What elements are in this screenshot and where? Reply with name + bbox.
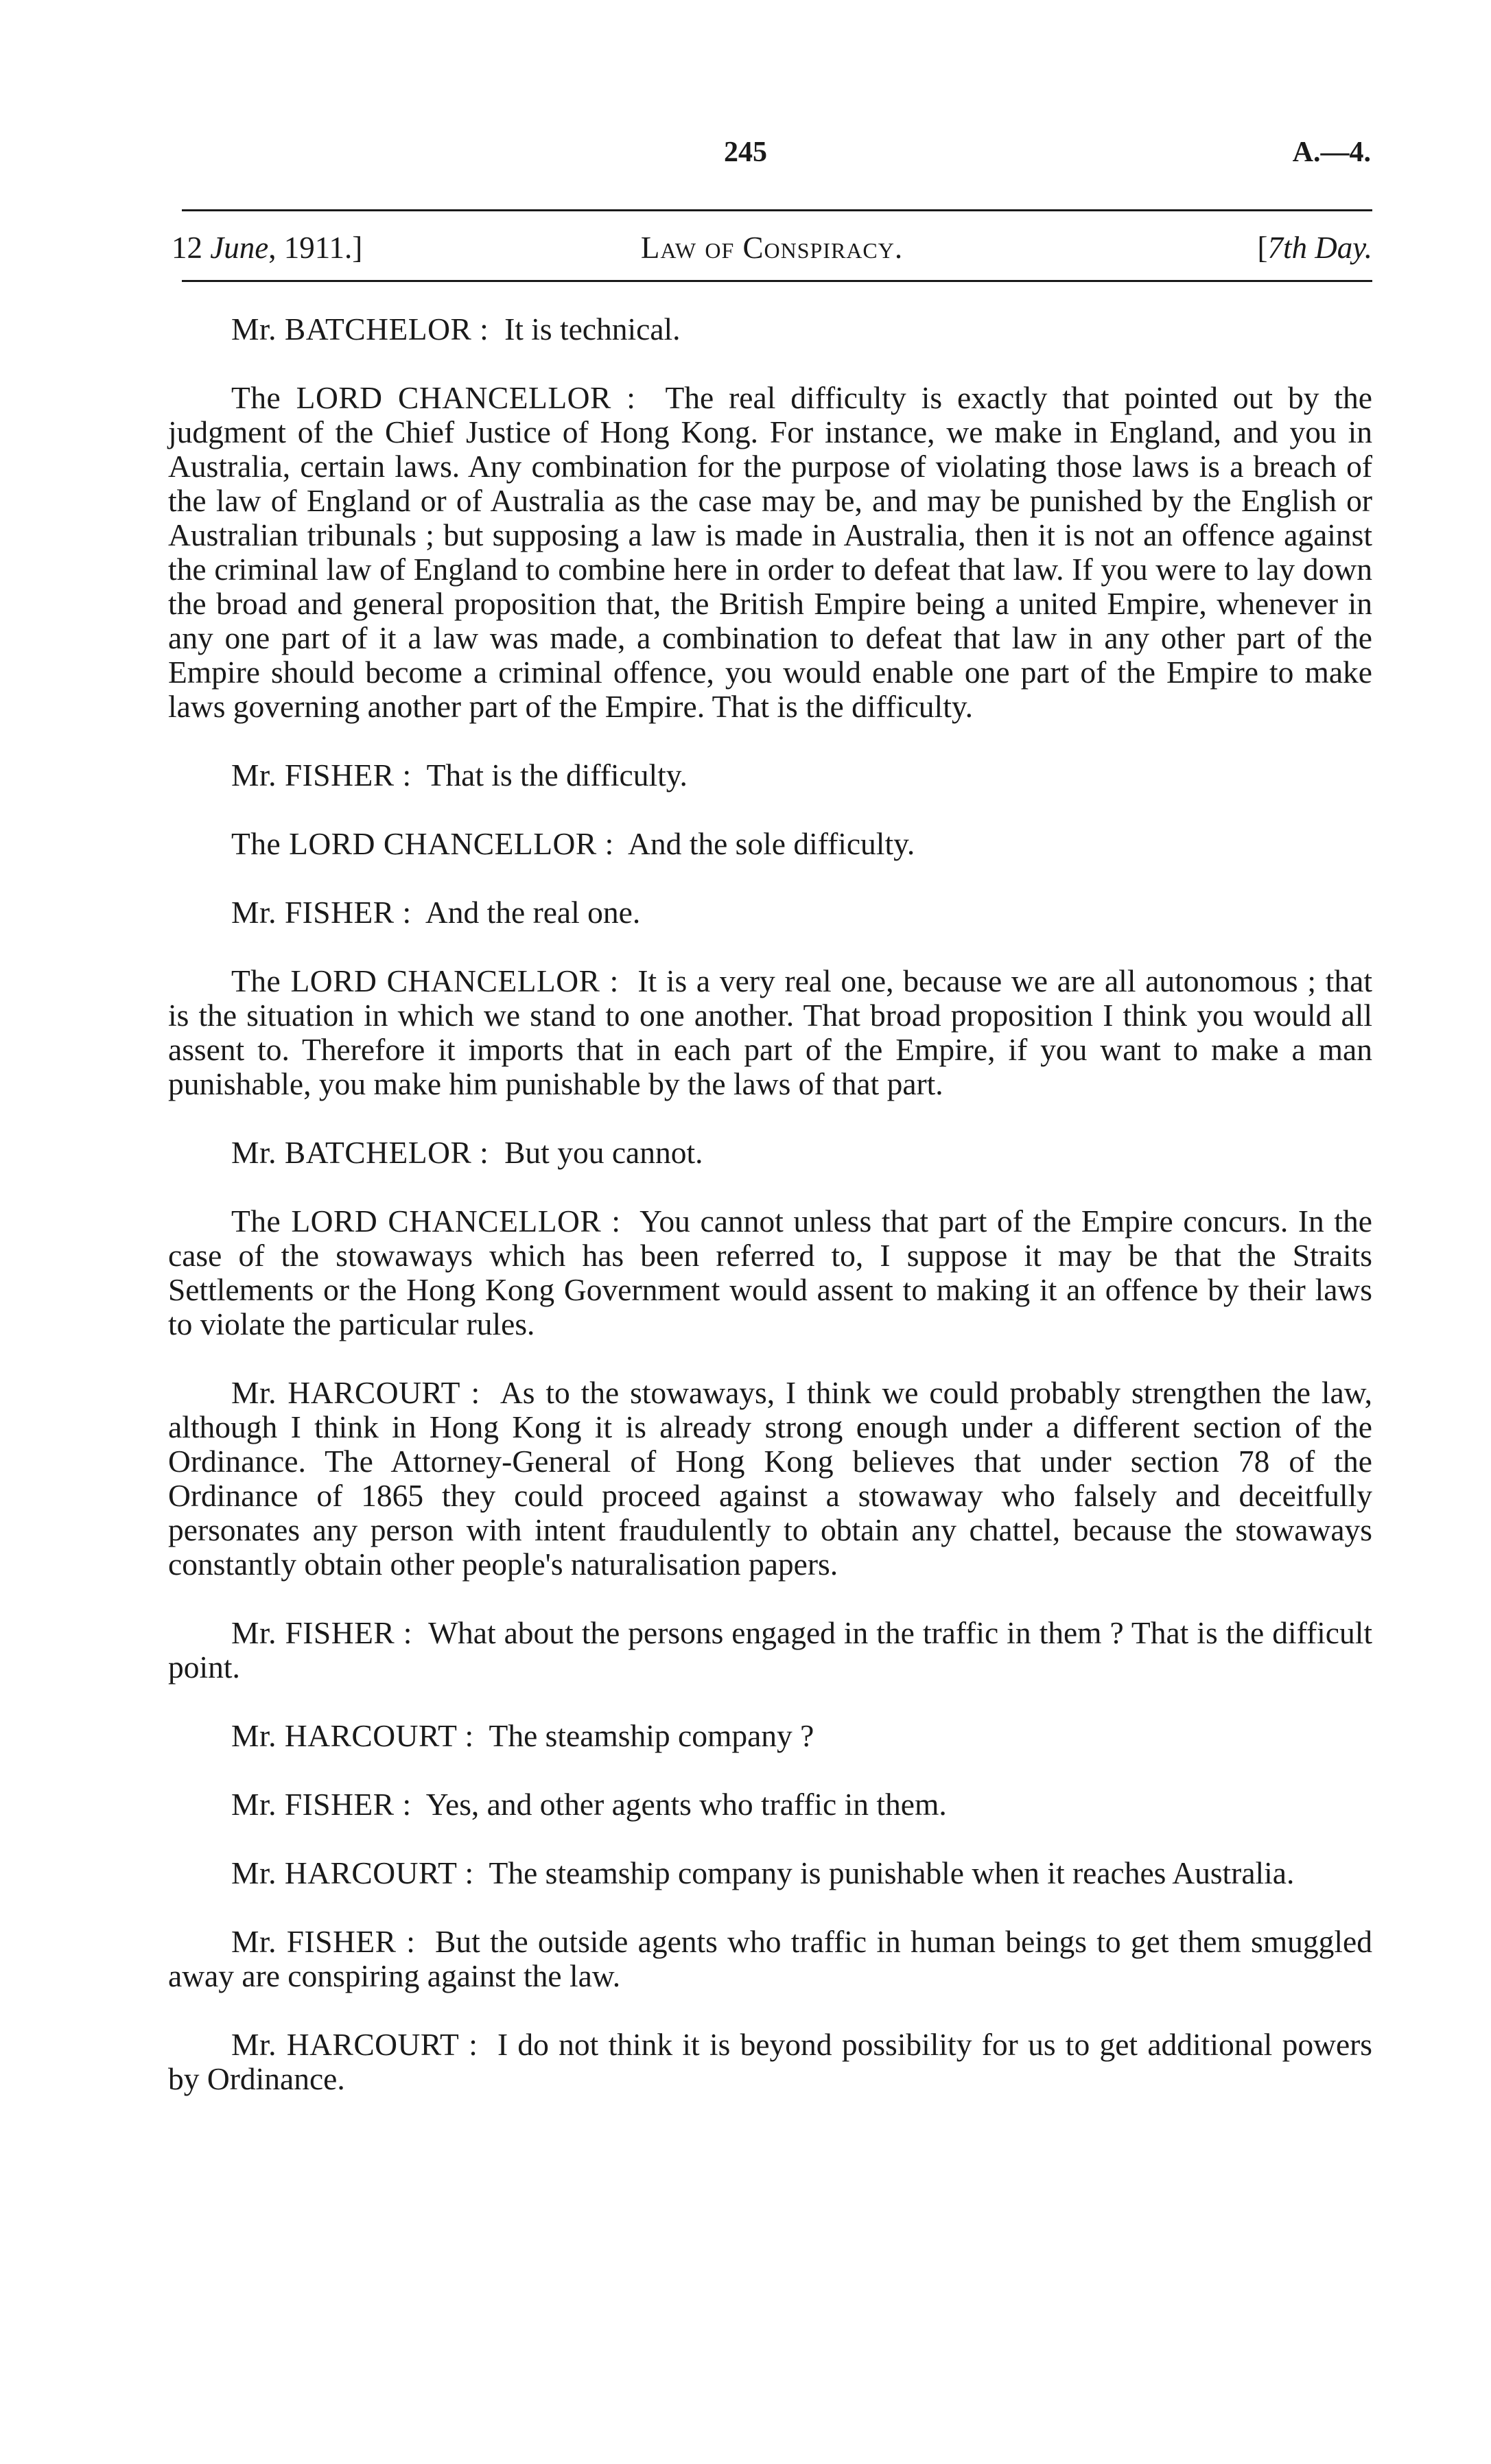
document-reference: A.—4.	[1292, 137, 1371, 168]
speaker-name: Mr. BATCHELOR :	[231, 312, 489, 347]
header-day: [7th Day.	[1257, 231, 1372, 265]
paragraph-text: I do not think it is beyond possibility for us to get additional powers by Ordinance.	[168, 2027, 1372, 2096]
speaker-name: The LORD CHANCELLOR :	[231, 963, 619, 998]
paragraph	[168, 1787, 1372, 1822]
paragraph-text: The steamship company is punishable when it reaches Australia.	[489, 1855, 1295, 1890]
speaker-name: Mr. FISHER :	[231, 1615, 412, 1650]
speaker-name: Mr. FISHER :	[231, 1924, 416, 1959]
paragraph	[168, 1136, 1372, 1170]
paragraph	[168, 1719, 1372, 1753]
paragraph-text: That is the difficulty.	[426, 758, 688, 793]
paragraph-text: Yes, and other agents who traffic in them.	[425, 1787, 947, 1822]
speaker-name: Mr. HARCOURT :	[231, 1718, 474, 1753]
paragraph	[168, 1925, 1372, 1993]
paragraph	[168, 2028, 1372, 2096]
transcript-body	[168, 312, 1372, 2131]
speaker-name: Mr. HARCOURT :	[231, 1855, 474, 1890]
paragraph	[168, 895, 1372, 930]
speaker-name: The LORD CHANCELLOR :	[231, 1204, 621, 1239]
paragraph-text: It is a very real one, because we are all autonomous ; that is the situation in which we stand to one another. That broad proposition I think you would all assent to. Therefore it imports that in each part of the Empire, if you want to make a man punishable, you make him punishable by the laws of that part.	[168, 963, 1372, 1101]
paragraph-text: And the real one.	[425, 895, 641, 930]
paragraph-text: But the outside agents who traffic in human beings to get them smuggled away are conspiring against the law.	[168, 1924, 1373, 1993]
paragraph-text: But you cannot.	[504, 1135, 703, 1170]
speaker-name: The LORD CHANCELLOR :	[231, 826, 614, 861]
speaker-name: Mr. HARCOURT :	[231, 1375, 480, 1410]
header-date: 12 June, 1911.]	[172, 231, 363, 265]
paragraph	[168, 827, 1372, 861]
speaker-name: Mr. HARCOURT :	[231, 2027, 478, 2062]
header-rule-bottom	[182, 280, 1372, 282]
paragraph	[168, 1856, 1372, 1890]
speaker-name: Mr. FISHER :	[231, 758, 412, 793]
running-header	[172, 230, 1372, 271]
page-number: 245	[724, 137, 767, 168]
paragraph-text: You cannot unless that part of the Empire concurs. In the case of the stowaways which has been referred to, I suppose it may be that the Straits Settlements or the Hong Kong Government would assent to making it an offence by their laws to violate the particular rules.	[168, 1204, 1373, 1341]
paragraph-text: The steamship company ?	[489, 1718, 814, 1753]
paragraph-text: What about the persons engaged in the traffic in them ? That is the difficult point.	[168, 1615, 1372, 1685]
paragraph	[168, 312, 1372, 347]
paragraph	[168, 381, 1372, 724]
paragraph-text: It is technical.	[504, 312, 681, 347]
paragraph	[168, 758, 1372, 793]
speaker-name: The LORD CHANCELLOR :	[231, 380, 636, 415]
paragraph	[168, 1616, 1372, 1685]
header-rule-top	[182, 209, 1372, 211]
paragraph	[168, 964, 1372, 1101]
paragraph	[168, 1376, 1372, 1582]
paragraph-text: And the sole difficulty.	[627, 826, 915, 861]
paragraph-text: The real difficulty is exactly that pointed out by the judgment of the Chief Justice of Hong Kong. For instance, we make in England, and you in Australia, certain laws. Any combination for the purpose of violating those laws is a breach of the law of England or of Australia as the case may be, and may be punished by the English or Australian tribunals ; but supposing a law is made in Australia, then it is not an offence against the criminal law of England to combine here in order to defeat that law. If you were to lay down the broad and general proposition that, the British Empire being a united Empire, whenever in any one part of it a law was made, a combination to defeat that law in any other part of the Empire should become a criminal offence, you would enable one part of the Empire to make laws governing another part of the Empire. That is the difficulty.	[168, 380, 1372, 724]
speaker-name: Mr. FISHER :	[231, 895, 412, 930]
paragraph	[168, 1204, 1372, 1341]
header-title: Law of Conspiracy.	[640, 231, 904, 265]
speaker-name: Mr. BATCHELOR :	[231, 1135, 489, 1170]
speaker-name: Mr. FISHER :	[231, 1787, 412, 1822]
paragraph-text: As to the stowaways, I think we could probably strengthen the law, although I think in Hong Kong it is already strong enough under a different section of the Ordinance. The Attorney-General of Hong Kong believes that under section 78 of the Ordinance of 1865 they could proceed against a stowaway who falsely and deceitfully personates any person with intent fraudulently to obtain any chattel, because the stowaways constantly obtain other people's naturalisation papers.	[168, 1375, 1372, 1582]
